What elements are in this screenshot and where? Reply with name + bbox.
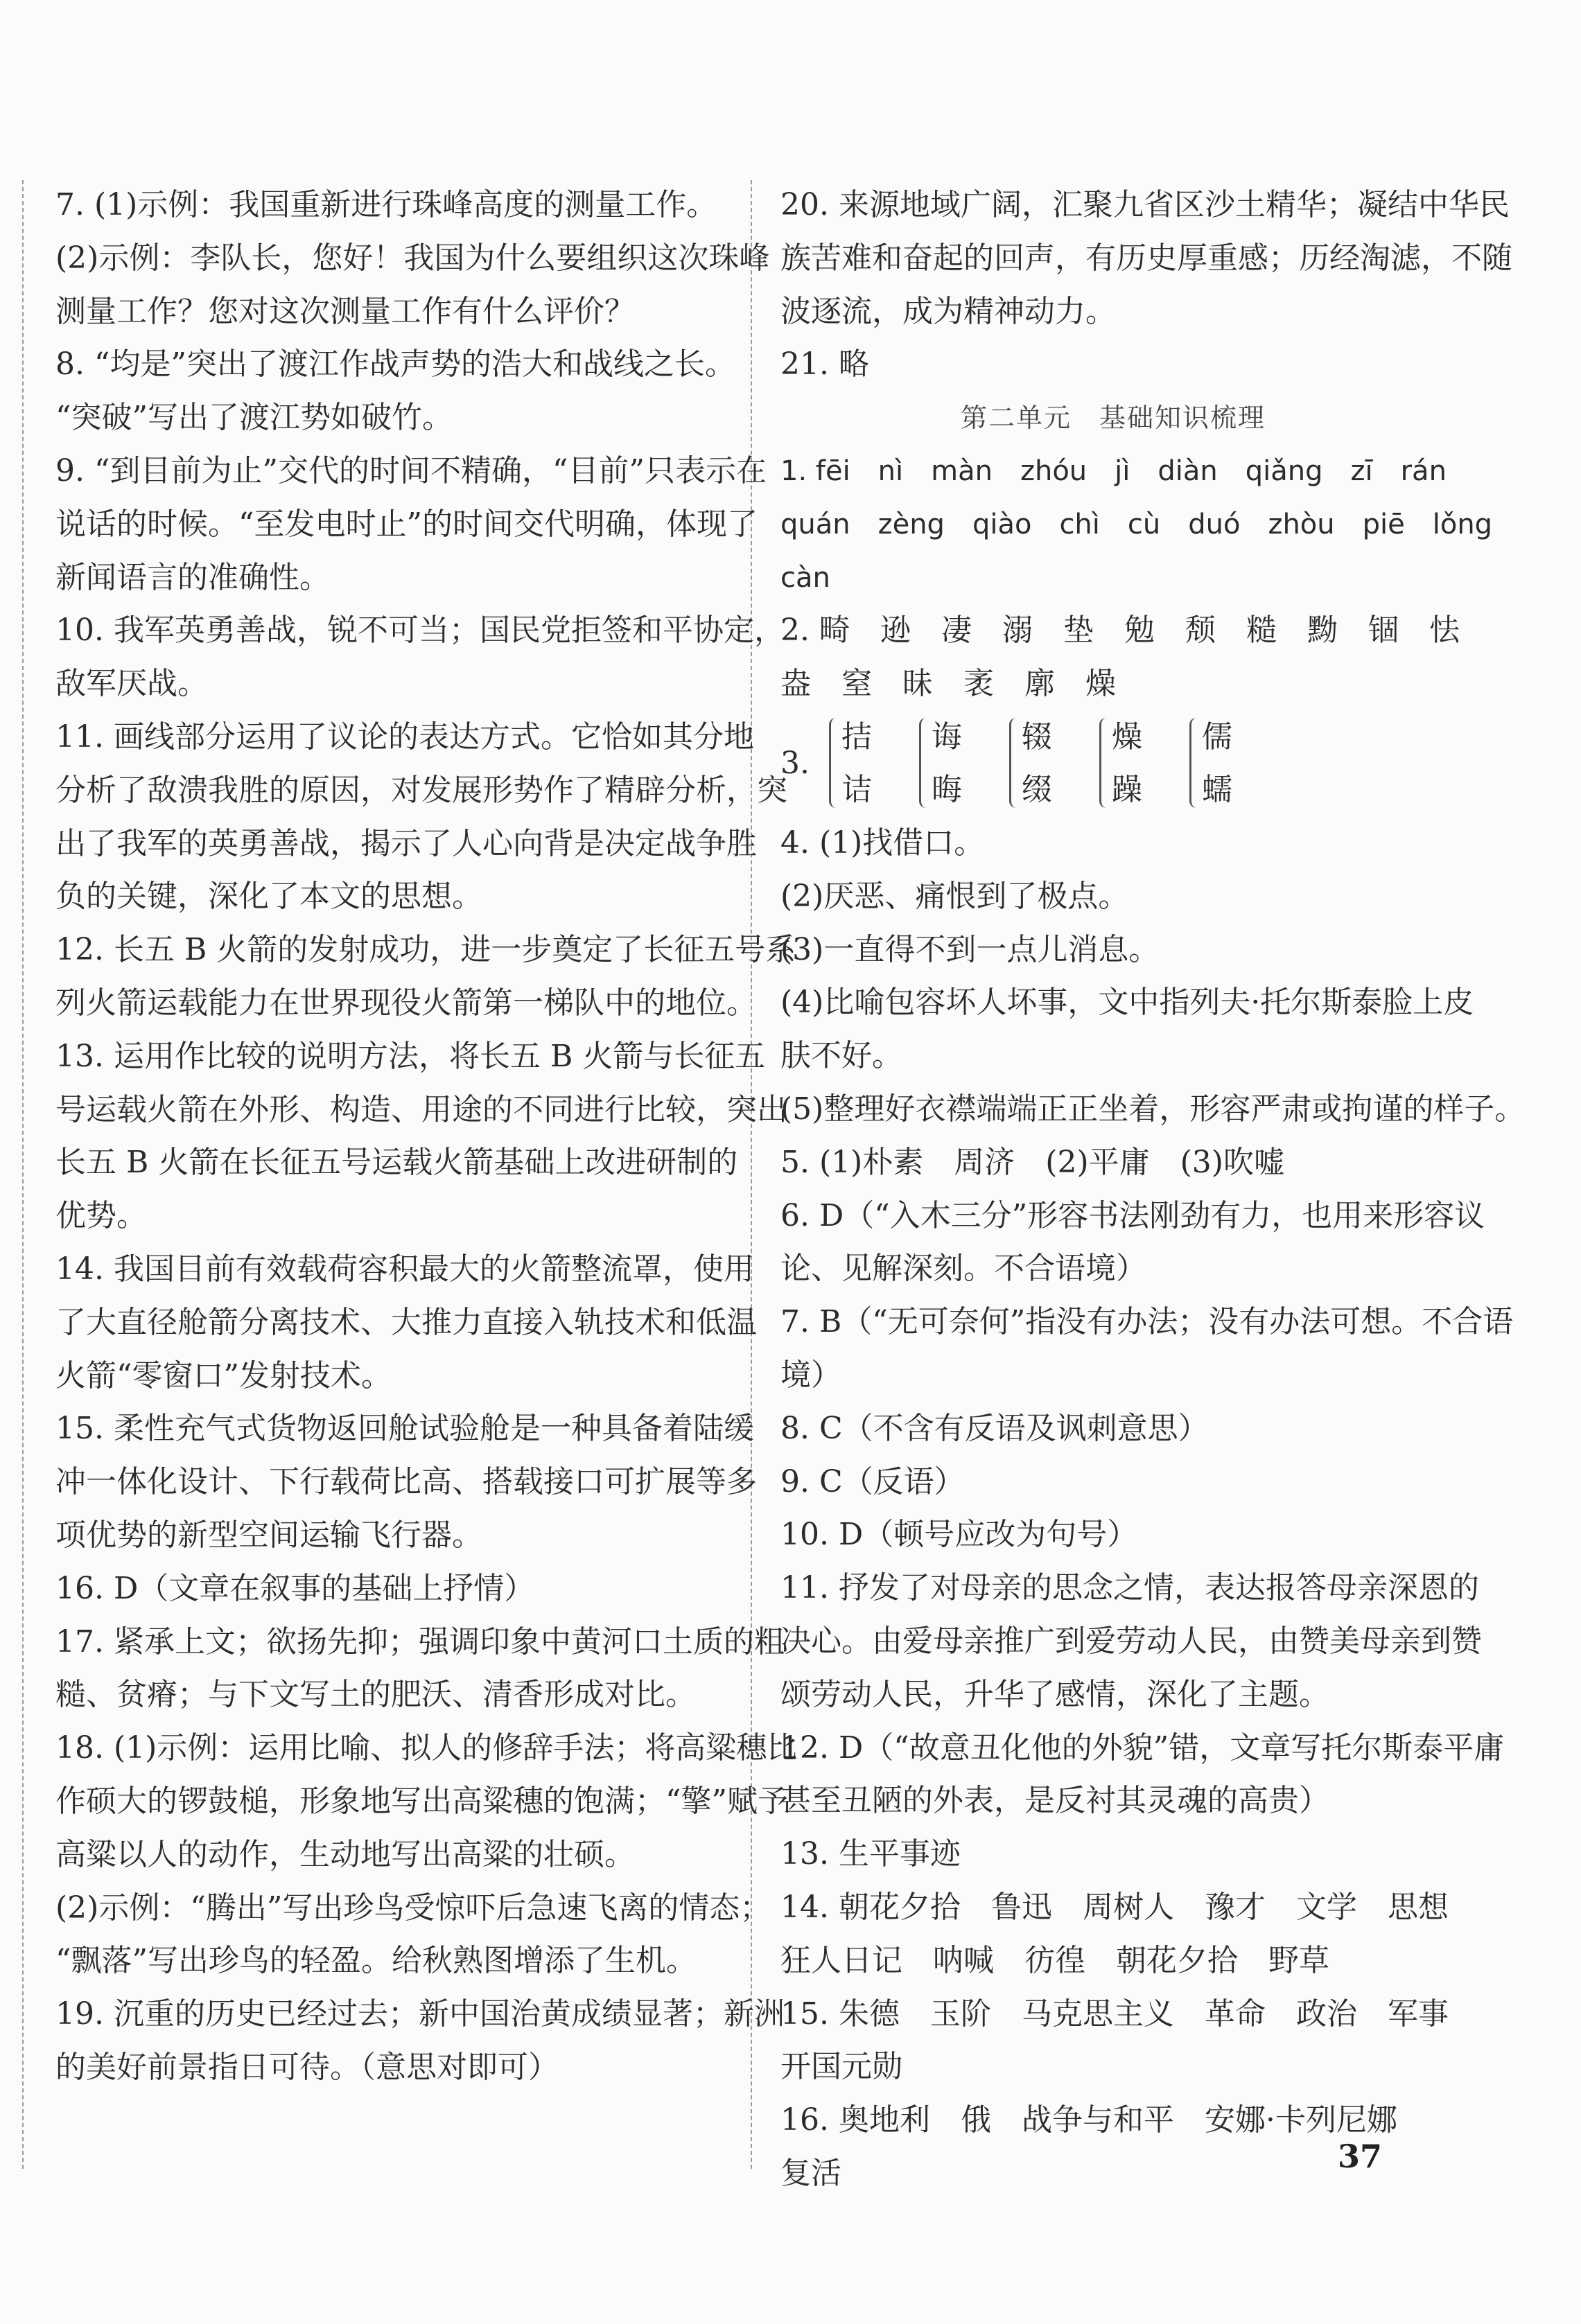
answer-line: 项优势的新型空间运输飞行器。 — [55, 1517, 482, 1553]
answer-line: 列火箭运载能力在世界现役火箭第一梯队中的地位。 — [55, 985, 757, 1021]
pair-char-bottom: 躁 — [1112, 771, 1142, 807]
answer-line: (4)比喻包容坏人坏事，文中指列夫·托尔斯泰脸上皮 — [780, 985, 1474, 1021]
answer-line: 13. 运用作比较的说明方法，将长五 B 火箭与长征五 — [55, 1038, 766, 1074]
answer-line: (2)示例：李队长，您好！我国为什么要组织这次珠峰 — [55, 240, 770, 276]
left-column — [55, 179, 798, 2095]
answer-line: 的美好前景指日可待。（意思对即可） — [55, 2049, 559, 2085]
q3-character-pair — [1009, 711, 1078, 817]
pair-char-bottom: 缀 — [1022, 771, 1052, 807]
answer-line: “飘落”写出珍鸟的轻盈。给秋熟图增添了生机。 — [55, 1943, 697, 1979]
answer-line: 19. 沉重的历史已经过去；新中国治黄成绩显著；新洲 — [55, 1996, 785, 2032]
answer-line: 复活 — [780, 2155, 841, 2191]
answer-line: 新闻语言的准确性。 — [55, 559, 330, 595]
answer-line: 14. 我国目前有效载荷容积最大的火箭整流罩，使用 — [55, 1251, 754, 1287]
answer-line: 负的关键，深化了本文的思想。 — [55, 879, 482, 915]
right-column — [780, 179, 1526, 2201]
answer-line: 长五 B 火箭在长征五号运载火箭基础上改进研制的 — [55, 1145, 738, 1181]
answer-line: 颂劳动人民，升华了感情，深化了主题。 — [780, 1676, 1329, 1712]
pair-char-bottom: 蠕 — [1202, 771, 1232, 807]
answer-line: 12. D（“故意丑化他的外貌”错，文章写托尔斯泰平庸 — [780, 1729, 1505, 1766]
pinyin-line: quán zèng qiào chì cù duó zhòu piē lǒng — [780, 508, 1493, 540]
answer-line: 甚至丑陋的外表，是反衬其灵魂的高贵） — [780, 1783, 1329, 1819]
answer-line: 8. C（不含有反语及讽刺意思） — [780, 1410, 1209, 1446]
pair-char-top: 儒 — [1202, 719, 1232, 755]
answer-line: 17. 紧承上文；欲扬先抑；强调印象中黄河口土质的粗 — [55, 1623, 785, 1660]
answer-line: 4. (1)找借口。 — [780, 825, 985, 861]
q3-character-pair — [1189, 711, 1259, 817]
answer-line: 高粱以人的动作，生动地写出高粱的壮硕。 — [55, 1836, 635, 1872]
pair-char-top: 辍 — [1022, 719, 1052, 755]
unit-title: 第二单元 基础知识梳理 — [960, 403, 1266, 434]
q3-character-pair — [1099, 711, 1169, 817]
brace-icon — [919, 718, 929, 808]
answer-line: 冲一体化设计、下行载荷比高、搭载接口可扩展等多 — [55, 1464, 757, 1500]
answer-line: 测量工作？您对这次测量工作有什么评价？ — [55, 293, 635, 329]
pair-char-top: 诲 — [932, 719, 962, 755]
answer-line: (5)整理好衣襟端端正正坐着，形容严肃或拘谨的样子。 — [780, 1091, 1526, 1127]
answer-line: “突破”写出了渡江势如破竹。 — [55, 400, 453, 436]
answer-line: 敌军厌战。 — [55, 666, 208, 702]
answer-line: 9. C（反语） — [780, 1463, 965, 1499]
answer-line: 10. D（顿号应改为句号） — [780, 1517, 1138, 1553]
answer-line: 15. 朱德 玉阶 马克思主义 革命 政治 军事 — [780, 1996, 1449, 2032]
brace-icon — [829, 718, 839, 808]
answer-line: 12. 长五 B 火箭的发射成功，进一步奠定了长征五号系 — [55, 932, 796, 968]
q3-number: 3. — [780, 745, 810, 781]
answer-line: 11. 抒发了对母亲的思念之情，表达报答母亲深恩的 — [780, 1570, 1479, 1606]
answer-line: 10. 我军英勇善战，锐不可当；国民党拒签和平协定， — [55, 613, 785, 649]
answer-line: 境） — [780, 1357, 841, 1393]
pair-char-bottom: 诘 — [841, 771, 872, 807]
answer-line: 出了我军的英勇善战，揭示了人心向背是决定战争胜 — [55, 825, 757, 861]
answer-line: 21. 略 — [780, 346, 869, 382]
answer-line: 波逐流，成为精神动力。 — [780, 293, 1116, 329]
pinyin-line: 1. fēi nì màn zhóu jì diàn qiǎng zī rán — [780, 455, 1447, 487]
answer-line: 说话的时候。“至发电时止”的时间交代明确，体现了 — [55, 506, 758, 542]
character-line: 盎 窒 昧 袤 廓 燥 — [780, 666, 1116, 702]
answer-line: (2)示例：“腾出”写出珍鸟受惊吓后急速飞离的情态； — [55, 1890, 771, 1926]
answer-line: 18. (1)示例：运用比喻、拟人的修辞手法；将高粱穗比 — [55, 1730, 798, 1766]
answer-line: 分析了敌溃我胜的原因，对发展形势作了精辟分析，突 — [55, 772, 787, 808]
answer-line: 号运载火箭在外形、构造、用途的不同进行比较，突出 — [55, 1091, 787, 1127]
answer-line: 13. 生平事迹 — [780, 1836, 961, 1872]
answer-line: 20. 来源地域广阔，汇聚九省区沙土精华；凝结中华民 — [780, 187, 1510, 222]
answer-line: 7. B（“无可奈何”指没有办法；没有办法可想。不合语 — [780, 1304, 1514, 1340]
answer-line: 火箭“零窗口”发射技术。 — [55, 1357, 392, 1393]
answer-line: 糙、贫瘠；与下文写土的肥沃、清香形成对比。 — [55, 1677, 696, 1713]
brace-icon — [1189, 718, 1200, 808]
answer-line: 7. (1)示例：我国重新进行珠峰高度的测量工作。 — [55, 187, 717, 222]
answer-line: 开国元勋 — [780, 2049, 902, 2085]
answer-line: (3)一直得不到一点儿消息。 — [780, 931, 1160, 967]
answer-line: 狂人日记 呐喊 彷徨 朝花夕拾 野草 — [780, 1942, 1329, 1978]
answer-line: 9. “到目前为止”交代的时间不精确，“目前”只表示在 — [55, 452, 767, 488]
brace-icon — [1099, 718, 1110, 808]
brace-icon — [1009, 718, 1020, 808]
answer-line: 15. 柔性充气式货物返回舱试验舱是一种具备着陆缓 — [55, 1411, 754, 1447]
answer-line: 作硕大的锣鼓槌，形象地写出高粱穗的饱满；“擎”赋予 — [55, 1783, 788, 1819]
answer-line: 论、见解深刻。不合语境） — [780, 1251, 1146, 1287]
answer-line: 5. (1)朴素 周济 (2)平庸 (3)吹嘘 — [780, 1144, 1284, 1180]
answer-line: 16. 奥地利 俄 战争与和平 安娜·卡列尼娜 — [780, 2102, 1397, 2138]
pinyin-line: càn — [780, 561, 830, 594]
q3-character-pair — [829, 711, 898, 817]
answer-line: 决心。由爱母亲推广到爱劳动人民，由赞美母亲到赞 — [780, 1623, 1482, 1659]
answer-line: 优势。 — [55, 1198, 147, 1234]
answer-line: (2)厌恶、痛恨到了极点。 — [780, 878, 1129, 914]
answer-line: 6. D（“入木三分”形容书法刚劲有力，也用来形容议 — [780, 1197, 1485, 1233]
left-margin-dashed-line — [22, 180, 24, 2169]
answer-line: 16. D（文章在叙事的基础上抒情） — [55, 1570, 535, 1606]
q3-bracket-row — [780, 711, 1446, 817]
answer-line: 8. “均是”突出了渡江作战声势的浩大和战线之长。 — [55, 346, 735, 382]
answer-line: 11. 画线部分运用了议论的表达方式。它恰如其分地 — [55, 719, 754, 755]
answer-line: 肤不好。 — [780, 1038, 902, 1074]
character-line: 2. 畸 逊 凄 溺 垫 勉 颓 糙 黝 锢 怯 — [780, 613, 1460, 649]
answer-line: 族苦难和奋起的回声，有历史厚重感；历经淘滤，不随 — [780, 240, 1512, 276]
answer-line: 了大直径舱箭分离技术、大推力直接入轨技术和低温 — [55, 1304, 757, 1340]
pair-char-bottom: 晦 — [932, 771, 962, 807]
pair-char-top: 燥 — [1112, 719, 1142, 755]
answer-line: 14. 朝花夕拾 鲁迅 周树人 豫才 文学 思想 — [780, 1889, 1449, 1925]
pair-char-top: 拮 — [841, 719, 872, 755]
q3-character-pair — [919, 711, 988, 817]
page-number: 37 — [1338, 2138, 1383, 2175]
